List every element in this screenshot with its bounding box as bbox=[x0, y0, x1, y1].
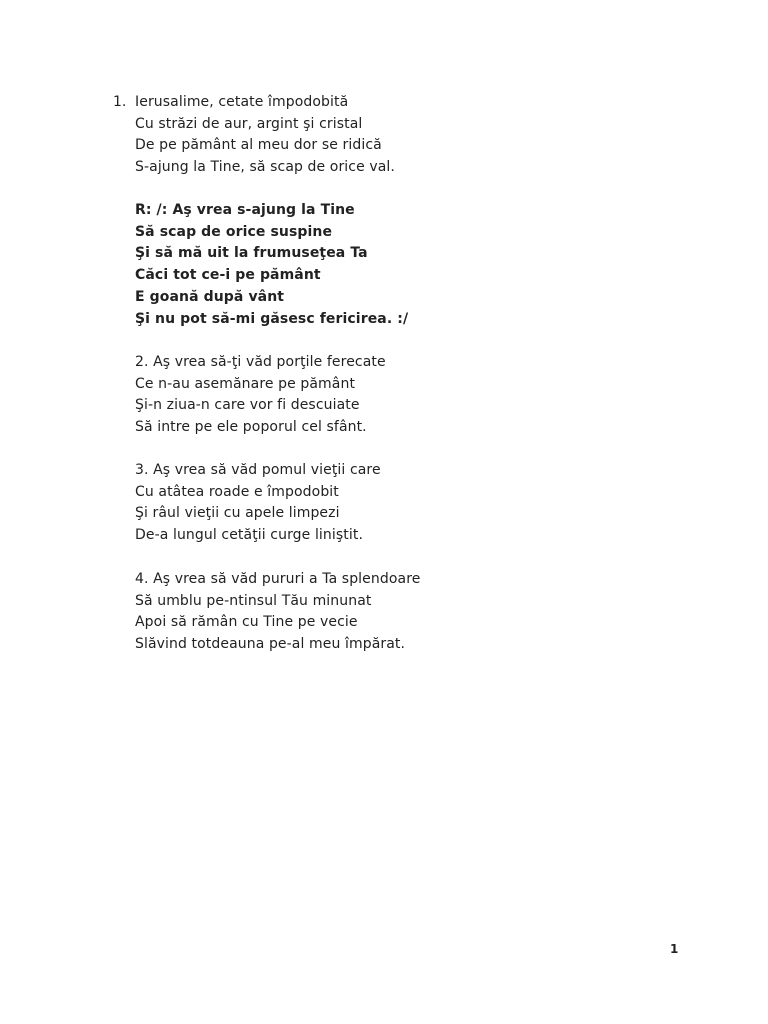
verse-1-number: 1. bbox=[113, 94, 127, 110]
verse-3-line-4: De-a lungul cetăţii curge liniştit. bbox=[135, 527, 363, 544]
verse-4-line-2: Să umblu pe-ntinsul Tău minunat bbox=[135, 592, 372, 609]
verse-3-line-2: Cu atâtea roade e împodobit bbox=[135, 483, 339, 500]
verse-4-line-1: 4. Aş vrea să văd pururi a Ta splendoare bbox=[135, 571, 421, 587]
verse-2-line-1: 2. Aş vrea să-ţi văd porţile ferecate bbox=[135, 354, 386, 370]
verse-4-line-4: Slăvind totdeauna pe-al meu împărat. bbox=[135, 636, 406, 653]
verse-2-line-2: Ce n-au asemănare pe pământ bbox=[135, 375, 356, 392]
verse-4-line-3: Apoi să rămân cu Tine pe vecie bbox=[135, 614, 358, 631]
refrain-line-2: Să scap de orice suspine bbox=[135, 223, 333, 240]
refrain-line-4: Căci tot ce-i pe pământ bbox=[135, 267, 321, 284]
verse-1-line-1: Ierusalime, cetate împodobită bbox=[135, 94, 349, 110]
verse-1-line-3: De pe pământ al meu dor se ridică bbox=[135, 137, 382, 154]
refrain-line-5: E goană după vânt bbox=[135, 288, 285, 305]
verse-1-line-4: S-ajung la Tine, să scap de orice val. bbox=[135, 159, 395, 176]
verse-2-line-4: Să intre pe ele poporul cel sfânt. bbox=[135, 419, 367, 436]
verse-3 bbox=[135, 460, 381, 547]
verse-3-line-3: Şi râul vieţii cu apele limpezi bbox=[135, 505, 340, 522]
verse-2 bbox=[135, 352, 386, 439]
verse-1-line-2: Cu străzi de aur, argint şi cristal bbox=[135, 115, 363, 132]
refrain bbox=[135, 200, 408, 330]
page-number: 1 bbox=[670, 942, 679, 956]
verse-4 bbox=[135, 569, 420, 656]
verse-1 bbox=[135, 92, 395, 179]
refrain-line-3: Şi să mă uit la frumuseţea Ta bbox=[135, 245, 368, 262]
verse-3-line-1: 3. Aş vrea să văd pomul vieţii care bbox=[135, 462, 381, 478]
refrain-line-6: Şi nu pot să-mi găsesc fericirea. :/ bbox=[135, 310, 409, 327]
refrain-line-1: R: /: Aş vrea s-ajung la Tine bbox=[135, 202, 355, 218]
verse-2-line-3: Şi-n ziua-n care vor fi descuiate bbox=[135, 397, 360, 414]
